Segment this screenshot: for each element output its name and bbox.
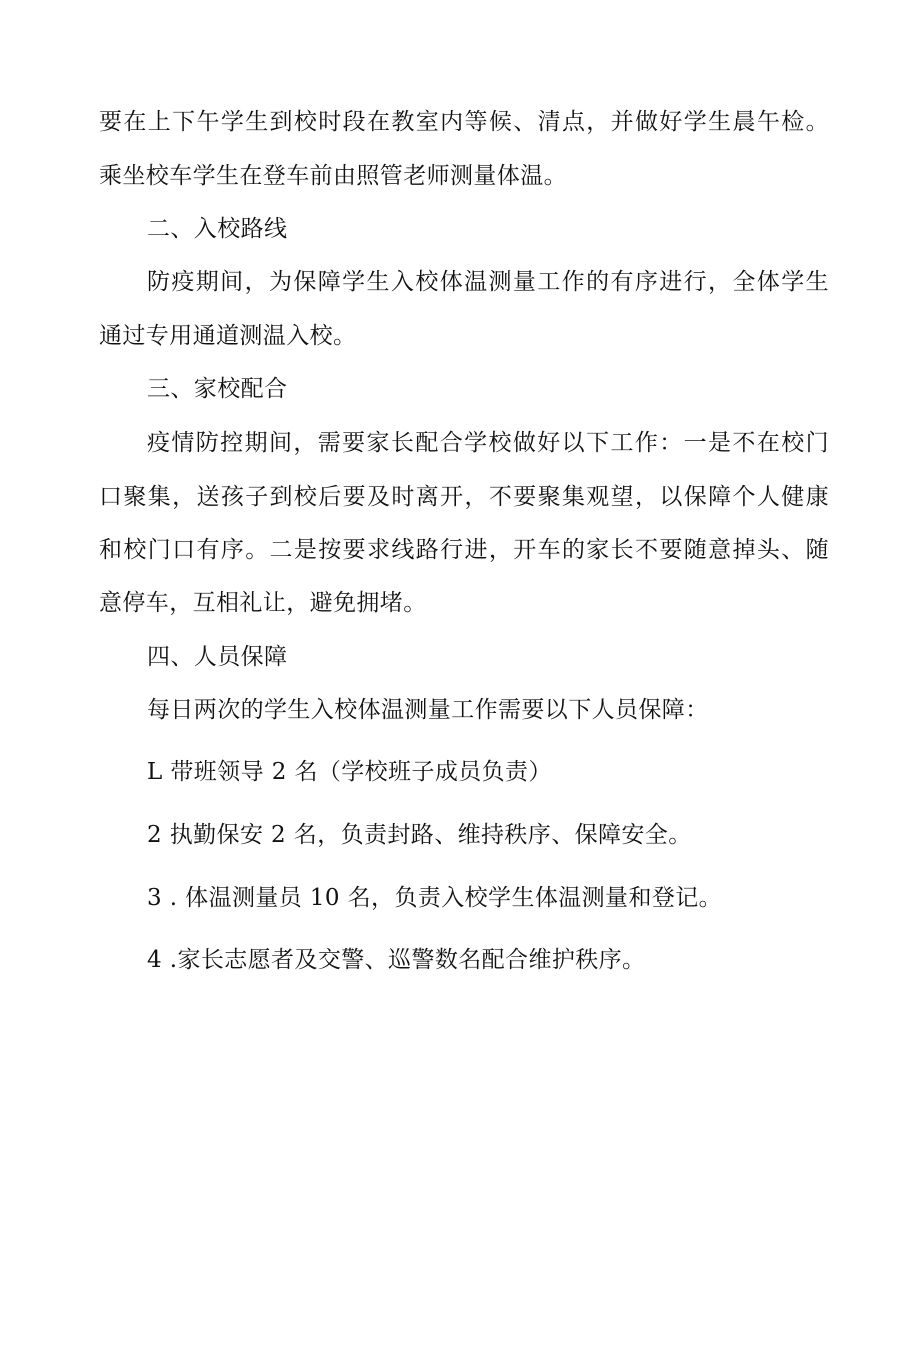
section-4-heading: 四、人员保障	[147, 644, 288, 670]
list-item-4: 4 .家长志愿者及交警、巡警数名配合维护秩序。	[147, 947, 646, 973]
section-3-heading: 三、家校配合	[147, 376, 288, 402]
section-4-intro: 每日两次的学生入校体温测量工作需要以下人员保障：	[147, 697, 709, 723]
section-2-heading: 二、入校路线	[147, 216, 288, 242]
paragraph-1-line-1: 要在上下午学生到校时段在教室内等候、清点，并做好学生晨午检。	[99, 109, 829, 135]
section-3-line-2: 口聚集，送孩子到校后要及时离开，不要聚集观望，以保障个人健康	[99, 484, 829, 510]
section-2-line-1: 防疫期间，为保障学生入校体温测量工作的有序进行，全体学生	[147, 269, 829, 295]
section-3-line-3: 和校门口有序。二是按要求线路行进，开车的家长不要随意掉头、随	[99, 537, 829, 563]
list-item-3: 3 . 体温测量员 10 名，负责入校学生体温测量和登记。	[147, 885, 723, 911]
paragraph-1-line-2: 乘坐校车学生在登车前由照管老师测量体温。	[99, 163, 567, 189]
list-item-1: L 带班领导 2 名（学校班子成员负责）	[147, 759, 552, 785]
section-2-line-2: 通过专用通道测温入校。	[99, 323, 357, 349]
section-3-line-1: 疫情防控期间，需要家长配合学校做好以下工作：一是不在校门	[147, 430, 829, 456]
section-3-line-4: 意停车，互相礼让，避免拥堵。	[99, 590, 427, 616]
list-item-2: 2 执勤保安 2 名，负责封路、维持秩序、保障安全。	[147, 822, 692, 848]
